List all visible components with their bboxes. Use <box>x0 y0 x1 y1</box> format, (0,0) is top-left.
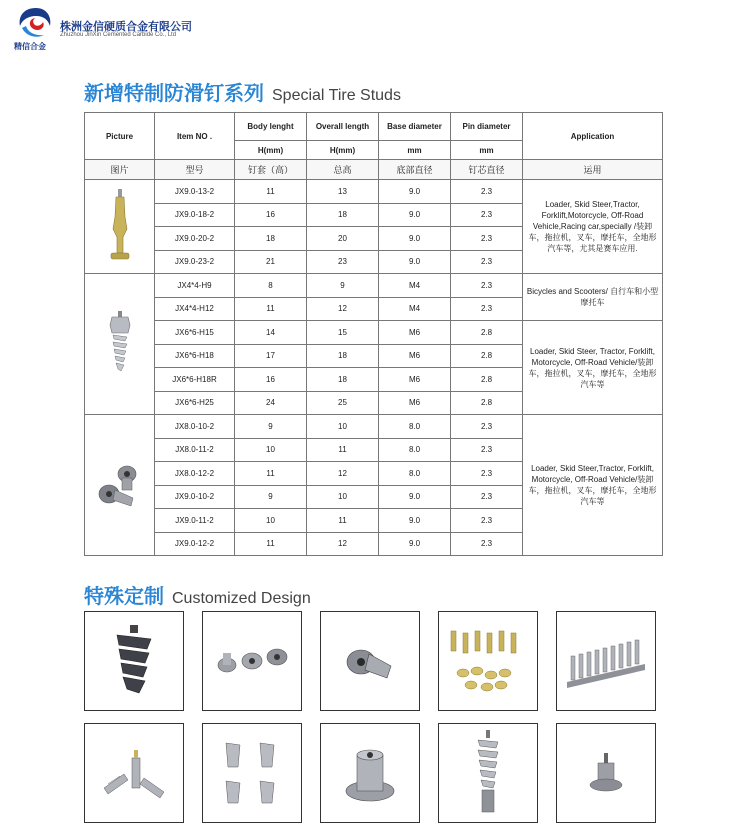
stud-image-screw <box>85 274 155 415</box>
cell-pin: 2.8 <box>451 391 523 415</box>
cell-body: 11 <box>235 462 307 486</box>
cell-base: 9.0 <box>379 509 451 533</box>
table-row <box>85 274 663 298</box>
cell-body: 14 <box>235 321 307 345</box>
small-pin-stud-icon <box>581 743 631 803</box>
cn-header-overall: 总高 <box>307 160 379 180</box>
cell-pin: 2.3 <box>451 227 523 251</box>
section-title-cn: 特殊定制 <box>84 586 164 608</box>
long-screw-stud-icon <box>468 728 508 818</box>
cell-item: JX9.0-18-2 <box>155 203 235 227</box>
company-name-cn: 株洲金信硬质合金有限公司 <box>60 21 192 33</box>
cell-overall: 10 <box>307 485 379 509</box>
cell-overall: 20 <box>307 227 379 251</box>
cell-item: JX8.0-12-2 <box>155 462 235 486</box>
cell-body: 11 <box>235 532 307 556</box>
header-pin-diameter: Pin diameter <box>451 113 523 141</box>
cell-base: 9.0 <box>379 485 451 509</box>
threaded-studs-icon <box>94 738 174 808</box>
cell-body: 8 <box>235 274 307 298</box>
cell-base: 9.0 <box>379 250 451 274</box>
cell-base: M4 <box>379 274 451 298</box>
cell-pin: 2.3 <box>451 438 523 462</box>
cn-header-base: 底部直径 <box>379 160 451 180</box>
flanged-nut-stud-icon <box>335 733 405 813</box>
cell-pin: 2.3 <box>451 532 523 556</box>
cell-overall: 12 <box>307 532 379 556</box>
cone-stud-icon <box>105 187 135 267</box>
cell-pin: 2.3 <box>451 485 523 509</box>
section-title-custom <box>84 580 311 609</box>
cell-base: M6 <box>379 321 451 345</box>
header-overall-length: Overall length <box>307 113 379 141</box>
gallery-photo-7 <box>202 723 302 823</box>
cn-header-body: 钉套（高） <box>235 160 307 180</box>
cell-pin: 2.3 <box>451 415 523 439</box>
cell-overall: 11 <box>307 509 379 533</box>
cell-base: 8.0 <box>379 438 451 462</box>
cell-base: M6 <box>379 368 451 392</box>
cell-item: JX6*6-H15 <box>155 321 235 345</box>
cell-item: JX4*4-H12 <box>155 297 235 321</box>
cell-overall: 18 <box>307 368 379 392</box>
cell-body: 21 <box>235 250 307 274</box>
gallery-photo-8 <box>320 723 420 823</box>
cell-item: JX8.0-11-2 <box>155 438 235 462</box>
cell-item: JX6*6-H18 <box>155 344 235 368</box>
cell-base: 9.0 <box>379 203 451 227</box>
table-row <box>85 321 663 345</box>
section-title-en: Special Tire Studs <box>272 87 401 104</box>
cell-overall: 18 <box>307 203 379 227</box>
cell-body: 11 <box>235 297 307 321</box>
unit-overall: H(mm) <box>307 141 379 160</box>
unit-pin: mm <box>451 141 523 160</box>
cell-overall: 12 <box>307 297 379 321</box>
company-name-en: Zhuzhou JinXin Cemented Carbide Co., Ltd <box>60 32 177 38</box>
cell-overall: 25 <box>307 391 379 415</box>
screw-studs-set-icon <box>212 733 292 813</box>
cell-body: 10 <box>235 438 307 462</box>
cell-item: JX9.0-12-2 <box>155 532 235 556</box>
stud-image-cone <box>85 180 155 274</box>
cell-body: 16 <box>235 203 307 227</box>
cell-body: 24 <box>235 391 307 415</box>
dark-screw-stud-icon <box>99 621 169 701</box>
section-title-cn: 新增特制防滑钉系列 <box>84 83 264 105</box>
cell-item: JX9.0-13-2 <box>155 180 235 204</box>
company-logo-icon <box>16 6 56 40</box>
stud-image-flange <box>85 415 155 556</box>
spec-table <box>84 112 663 556</box>
cell-application: Loader, Skid Steer,Tractor, Forklift, Motorcycle, Off-Road Vehicle/装卸车，拖拉机，叉车，摩托车，全地形汽车等 <box>523 415 663 556</box>
cell-pin: 2.3 <box>451 509 523 533</box>
cell-overall: 18 <box>307 344 379 368</box>
gallery-photo-5 <box>556 611 656 711</box>
round-head-studs-icon <box>207 631 297 691</box>
cell-pin: 2.8 <box>451 368 523 392</box>
hex-stud-icon <box>335 626 405 696</box>
cell-body: 9 <box>235 415 307 439</box>
cell-pin: 2.3 <box>451 203 523 227</box>
cell-pin: 2.3 <box>451 297 523 321</box>
table-row <box>85 415 663 439</box>
cell-base: M6 <box>379 391 451 415</box>
gold-studs-icon <box>443 621 533 701</box>
gallery-photo-2 <box>202 611 302 711</box>
cn-header-picture: 图片 <box>85 160 155 180</box>
cell-body: 9 <box>235 485 307 509</box>
gallery-photo-3 <box>320 611 420 711</box>
header-item-no: Item NO . <box>155 113 235 160</box>
unit-body: H(mm) <box>235 141 307 160</box>
cell-body: 17 <box>235 344 307 368</box>
cell-body: 18 <box>235 227 307 251</box>
gallery-photo-4 <box>438 611 538 711</box>
cell-overall: 15 <box>307 321 379 345</box>
cell-item: JX9.0-10-2 <box>155 485 235 509</box>
cell-body: 16 <box>235 368 307 392</box>
cell-body: 10 <box>235 509 307 533</box>
screw-stud-icon <box>105 309 135 379</box>
cell-base: 9.0 <box>379 180 451 204</box>
cell-item: JX4*4-H9 <box>155 274 235 298</box>
logo-caption: 精信合金 <box>14 42 46 51</box>
cell-base: M6 <box>379 344 451 368</box>
cell-pin: 2.8 <box>451 321 523 345</box>
gallery-photo-6 <box>84 723 184 823</box>
cell-application: Bicycles and Scooters/ 自行车和小型摩托车 <box>523 274 663 321</box>
gallery-photo-10 <box>556 723 656 823</box>
cell-body: 11 <box>235 180 307 204</box>
cell-overall: 10 <box>307 415 379 439</box>
cell-base: 8.0 <box>379 462 451 486</box>
header-base-diameter: Base diameter <box>379 113 451 141</box>
cell-pin: 2.3 <box>451 250 523 274</box>
section-title-studs <box>84 77 401 106</box>
header-body-length: Body lenght <box>235 113 307 141</box>
cell-overall: 23 <box>307 250 379 274</box>
cell-overall: 13 <box>307 180 379 204</box>
unit-base: mm <box>379 141 451 160</box>
section-title-en: Customized Design <box>172 590 311 607</box>
cell-item: JX9.0-11-2 <box>155 509 235 533</box>
cell-pin: 2.3 <box>451 180 523 204</box>
flange-stud-icon <box>95 460 145 510</box>
cell-application: Loader, Skid Steer, Tractor, Forklift, Motorcycle, Off-Road Vehicle/装卸车，拖拉机，叉车，摩托车，全地形汽车等 <box>523 321 663 415</box>
cell-item: JX6*6-H18R <box>155 368 235 392</box>
cn-header-pin: 钉芯直径 <box>451 160 523 180</box>
cell-base: M4 <box>379 297 451 321</box>
cn-header-item: 型号 <box>155 160 235 180</box>
cn-header-app: 运用 <box>523 160 663 180</box>
cell-item: JX8.0-10-2 <box>155 415 235 439</box>
cell-application: Loader, Skid Steer,Tractor, Forklift,Motorcycle, Off-Road Vehicle,Racing car,specially /装卸车，拖拉机，叉车，摩托车，全地形汽车等，尤其是赛车应用. <box>523 180 663 274</box>
cell-item: JX6*6-H25 <box>155 391 235 415</box>
table-row <box>85 180 663 204</box>
gallery-photo-9 <box>438 723 538 823</box>
cell-item: JX9.0-20-2 <box>155 227 235 251</box>
cell-pin: 2.3 <box>451 274 523 298</box>
cell-overall: 9 <box>307 274 379 298</box>
stud-strip-icon <box>561 626 651 696</box>
gallery-photo-1 <box>84 611 184 711</box>
header-application: Application <box>523 113 663 160</box>
header-picture: Picture <box>85 113 155 160</box>
cell-base: 9.0 <box>379 227 451 251</box>
cell-base: 8.0 <box>379 415 451 439</box>
cell-base: 9.0 <box>379 532 451 556</box>
cell-overall: 11 <box>307 438 379 462</box>
cell-item: JX9.0-23-2 <box>155 250 235 274</box>
cell-pin: 2.3 <box>451 462 523 486</box>
cell-pin: 2.8 <box>451 344 523 368</box>
cell-overall: 12 <box>307 462 379 486</box>
company-header <box>10 4 310 50</box>
